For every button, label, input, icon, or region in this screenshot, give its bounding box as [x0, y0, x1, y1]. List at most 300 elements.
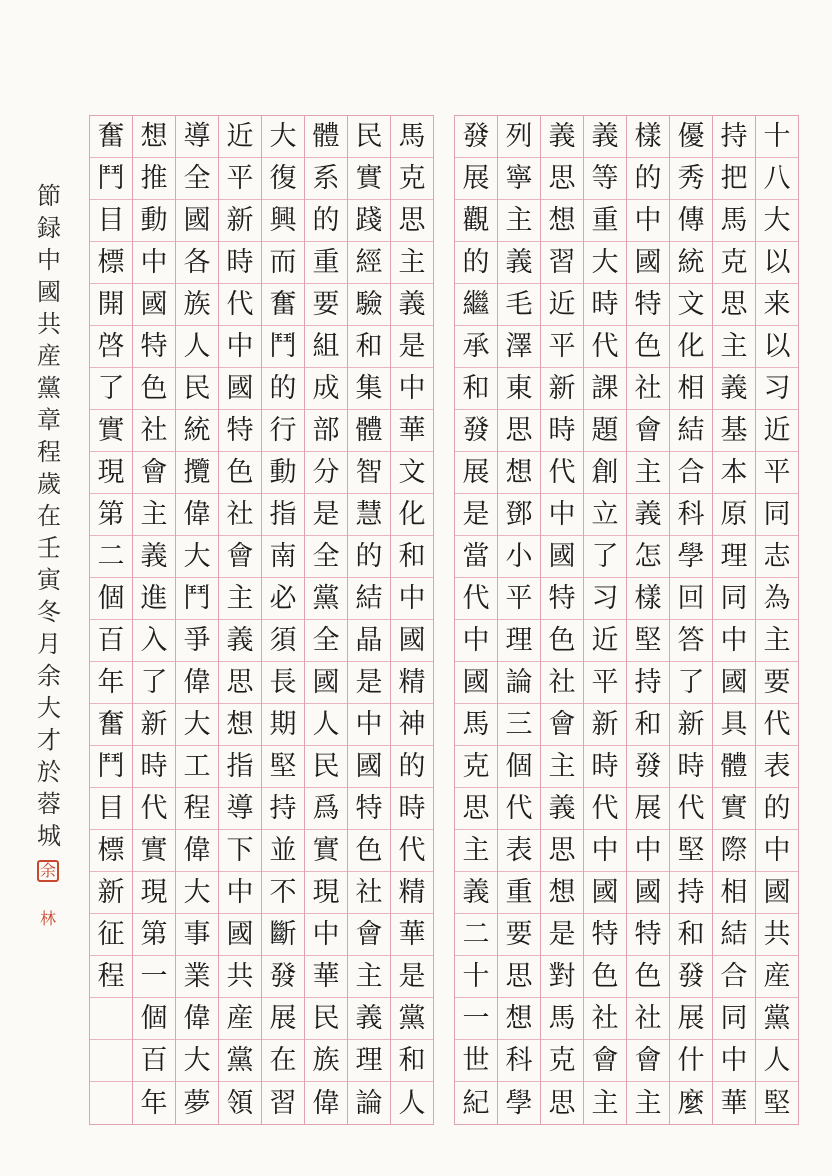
inscription-char: 録 — [37, 214, 61, 242]
character-cell: 實 — [348, 158, 390, 200]
character-cell: 重 — [498, 872, 540, 914]
character-cell: 新 — [541, 368, 583, 410]
character-cell: 平 — [498, 578, 540, 620]
right-column — [669, 116, 712, 1124]
character-cell: 民 — [305, 746, 347, 788]
character-cell: 主 — [756, 620, 798, 662]
character-cell: 人 — [756, 1040, 798, 1082]
left-column — [304, 116, 347, 1124]
character-cell: 特 — [219, 410, 261, 452]
character-cell: 新 — [90, 872, 132, 914]
character-cell: 主 — [219, 578, 261, 620]
inscription-char: 在 — [37, 502, 61, 530]
character-cell: 中 — [713, 1040, 755, 1082]
character-cell: 堅 — [763, 1087, 791, 1119]
character-cell: 共 — [756, 914, 798, 956]
inscription-char: 月 — [37, 630, 61, 658]
character-cell: 個 — [90, 578, 132, 620]
character-cell: 驗 — [348, 284, 390, 326]
inscription-char: 余 — [37, 662, 61, 690]
character-cell: 鬥 — [90, 158, 132, 200]
character-cell: 實 — [305, 830, 347, 872]
character-cell: 百 — [133, 1040, 175, 1082]
character-cell: 一 — [133, 956, 175, 998]
character-cell: 主 — [591, 1087, 619, 1119]
character-cell: 會 — [133, 452, 175, 494]
character-cell: 中 — [133, 242, 175, 284]
character-cell: 中 — [305, 914, 347, 956]
character-cell: 展 — [262, 998, 304, 1040]
character-cell: 下 — [219, 830, 261, 872]
character-cell: 新 — [133, 704, 175, 746]
character-cell: 時 — [584, 746, 626, 788]
inscription-char: 歲 — [37, 470, 61, 498]
character-cell: 晶 — [348, 620, 390, 662]
inscription-char: 寅 — [37, 566, 61, 594]
character-cell: 結 — [713, 914, 755, 956]
right-column — [540, 116, 583, 1124]
character-cell: 國 — [348, 746, 390, 788]
left-column — [132, 116, 175, 1124]
character-cell: 要 — [305, 284, 347, 326]
character-cell: 文 — [670, 284, 712, 326]
character-cell: 中 — [756, 830, 798, 872]
character-cell: 各 — [176, 242, 218, 284]
character-cell: 南 — [262, 536, 304, 578]
character-cell: 時 — [670, 746, 712, 788]
character-cell: 不 — [262, 872, 304, 914]
character-cell: 大 — [176, 536, 218, 578]
character-cell: 色 — [133, 368, 175, 410]
character-cell: 毛 — [498, 284, 540, 326]
inscription-char: 才 — [37, 726, 61, 754]
character-cell: 社 — [627, 368, 669, 410]
character-cell: 奮 — [90, 116, 132, 158]
character-cell: 展 — [670, 998, 712, 1040]
character-cell: 啓 — [90, 326, 132, 368]
character-cell: 結 — [670, 410, 712, 452]
character-cell: 基 — [713, 410, 755, 452]
character-cell: 東 — [498, 368, 540, 410]
character-cell: 族 — [176, 284, 218, 326]
character-cell: 年 — [90, 662, 132, 704]
inscription-char: 中 — [37, 246, 61, 274]
character-cell: 個 — [133, 998, 175, 1040]
character-cell: 爭 — [176, 620, 218, 662]
character-cell: 程 — [176, 788, 218, 830]
character-cell: 民 — [348, 116, 390, 158]
character-cell: 黨 — [305, 578, 347, 620]
character-cell: 系 — [305, 158, 347, 200]
character-cell: 科 — [670, 494, 712, 536]
character-cell: 承 — [455, 326, 497, 368]
character-cell: 什 — [670, 1040, 712, 1082]
character-cell: 新 — [670, 704, 712, 746]
character-cell: 麼 — [677, 1087, 705, 1119]
character-cell: 代 — [670, 788, 712, 830]
character-cell: 习 — [756, 368, 798, 410]
character-cell: 特 — [627, 914, 669, 956]
character-cell: 導 — [219, 788, 261, 830]
character-cell: 國 — [627, 242, 669, 284]
character-cell: 表 — [756, 746, 798, 788]
character-cell: 並 — [262, 830, 304, 872]
character-cell: 事 — [176, 914, 218, 956]
character-cell: 動 — [133, 200, 175, 242]
character-cell: 思 — [391, 200, 433, 242]
character-cell: 百 — [90, 620, 132, 662]
character-cell: 思 — [455, 788, 497, 830]
character-cell: 以 — [756, 242, 798, 284]
character-cell: 論 — [355, 1087, 383, 1119]
signature-inscription — [34, 180, 64, 852]
character-cell: 主 — [627, 452, 669, 494]
left-column — [175, 116, 218, 1124]
character-cell: 義 — [219, 620, 261, 662]
character-cell: 實 — [133, 830, 175, 872]
character-cell: 是 — [305, 494, 347, 536]
character-cell: 現 — [305, 872, 347, 914]
character-cell: 人 — [398, 1087, 426, 1119]
character-cell: 怎 — [627, 536, 669, 578]
character-cell: 平 — [219, 158, 261, 200]
character-cell: 時 — [584, 284, 626, 326]
character-cell: 黨 — [391, 998, 433, 1040]
character-cell: 發 — [670, 956, 712, 998]
character-cell: 中 — [627, 200, 669, 242]
character-cell: 是 — [541, 914, 583, 956]
character-cell: 鬥 — [176, 578, 218, 620]
character-cell: 是 — [455, 494, 497, 536]
character-cell: 發 — [262, 956, 304, 998]
character-cell: 重 — [305, 242, 347, 284]
character-cell: 中 — [584, 830, 626, 872]
left-column — [218, 116, 261, 1124]
inscription-char: 共 — [37, 310, 61, 338]
character-cell: 是 — [391, 326, 433, 368]
character-cell: 想 — [498, 452, 540, 494]
character-cell: 發 — [455, 410, 497, 452]
character-cell: 的 — [627, 158, 669, 200]
character-cell: 動 — [262, 452, 304, 494]
character-cell: 鬥 — [262, 326, 304, 368]
character-cell: 一 — [455, 998, 497, 1040]
character-cell: 行 — [262, 410, 304, 452]
character-cell: 思 — [498, 410, 540, 452]
character-cell: 現 — [133, 872, 175, 914]
character-cell: 導 — [176, 116, 218, 158]
character-cell: 代 — [133, 788, 175, 830]
character-cell: 體 — [305, 116, 347, 158]
character-cell: 大 — [262, 116, 304, 158]
character-cell: 會 — [219, 536, 261, 578]
character-cell: 化 — [670, 326, 712, 368]
character-cell: 寧 — [498, 158, 540, 200]
character-cell: 産 — [756, 956, 798, 998]
character-cell: 結 — [348, 578, 390, 620]
character-cell: 答 — [670, 620, 712, 662]
character-cell: 進 — [133, 578, 175, 620]
character-cell: 同 — [713, 998, 755, 1040]
character-cell: 中 — [219, 872, 261, 914]
character-cell: 慧 — [348, 494, 390, 536]
character-cell: 全 — [305, 536, 347, 578]
character-cell: 國 — [455, 662, 497, 704]
character-cell: 了 — [584, 536, 626, 578]
character-cell: 會 — [584, 1040, 626, 1082]
character-cell: 發 — [455, 116, 497, 158]
character-cell: 代 — [584, 788, 626, 830]
character-cell: 義 — [627, 494, 669, 536]
character-cell: 民 — [305, 998, 347, 1040]
character-cell: 成 — [305, 368, 347, 410]
character-cell: 觀 — [455, 200, 497, 242]
character-cell: 第 — [90, 494, 132, 536]
character-cell: 了 — [670, 662, 712, 704]
character-cell: 十 — [455, 956, 497, 998]
character-cell: 和 — [670, 914, 712, 956]
character-cell: 奮 — [262, 284, 304, 326]
character-cell: 主 — [713, 326, 755, 368]
character-cell: 國 — [176, 200, 218, 242]
character-cell: 踐 — [348, 200, 390, 242]
character-cell: 期 — [262, 704, 304, 746]
character-cell: 偉 — [176, 830, 218, 872]
character-cell: 把 — [713, 158, 755, 200]
character-cell: 的 — [262, 368, 304, 410]
character-cell: 文 — [391, 452, 433, 494]
character-cell: 堅 — [627, 620, 669, 662]
character-cell: 原 — [713, 494, 755, 536]
character-cell: 國 — [219, 914, 261, 956]
character-cell: 主 — [391, 242, 433, 284]
character-cell: 第 — [133, 914, 175, 956]
character-cell: 的 — [391, 746, 433, 788]
character-cell: 主 — [348, 956, 390, 998]
character-cell: 馬 — [391, 116, 433, 158]
inscription-char: 程 — [37, 438, 61, 466]
character-cell: 思 — [219, 662, 261, 704]
character-cell: 持 — [627, 662, 669, 704]
character-cell: 以 — [756, 326, 798, 368]
character-cell: 個 — [498, 746, 540, 788]
character-cell: 學 — [505, 1087, 533, 1119]
character-cell: 回 — [670, 578, 712, 620]
character-cell: 想 — [498, 998, 540, 1040]
character-cell: 課 — [584, 368, 626, 410]
character-cell: 組 — [305, 326, 347, 368]
character-cell: 克 — [455, 746, 497, 788]
character-cell: 等 — [584, 158, 626, 200]
character-cell: 體 — [348, 410, 390, 452]
character-cell: 爲 — [305, 788, 347, 830]
character-cell: 優 — [670, 116, 712, 158]
character-cell: 實 — [713, 788, 755, 830]
character-cell: 標 — [90, 242, 132, 284]
character-cell: 和 — [391, 1040, 433, 1082]
character-cell: 大 — [176, 704, 218, 746]
character-cell: 統 — [176, 410, 218, 452]
right-column — [454, 116, 497, 1124]
character-cell: 入 — [133, 620, 175, 662]
character-cell: 神 — [391, 704, 433, 746]
character-cell: 對 — [541, 956, 583, 998]
character-cell: 樣 — [627, 578, 669, 620]
character-cell: 思 — [713, 284, 755, 326]
character-cell: 經 — [348, 242, 390, 284]
character-cell: 社 — [348, 872, 390, 914]
character-cell: 代 — [455, 578, 497, 620]
character-cell: 義 — [133, 536, 175, 578]
character-cell: 實 — [90, 410, 132, 452]
character-cell — [90, 1040, 132, 1082]
character-cell: 克 — [391, 158, 433, 200]
character-cell: 義 — [498, 242, 540, 284]
character-cell: 必 — [262, 578, 304, 620]
character-cell: 主 — [541, 746, 583, 788]
character-cell — [90, 1082, 132, 1124]
right-column — [712, 116, 755, 1124]
character-cell: 想 — [219, 704, 261, 746]
character-cell: 持 — [262, 788, 304, 830]
character-cell — [90, 998, 132, 1040]
character-cell: 偉 — [176, 998, 218, 1040]
character-cell: 十 — [756, 116, 798, 158]
character-cell: 義 — [348, 998, 390, 1040]
character-cell: 斷 — [262, 914, 304, 956]
character-cell: 主 — [133, 494, 175, 536]
character-cell: 想 — [133, 116, 175, 158]
character-cell: 平 — [584, 662, 626, 704]
character-cell: 共 — [219, 956, 261, 998]
character-cell: 特 — [133, 326, 175, 368]
character-cell: 的 — [348, 536, 390, 578]
character-cell: 相 — [670, 368, 712, 410]
character-cell: 展 — [455, 158, 497, 200]
left-column — [390, 116, 434, 1124]
character-cell: 色 — [627, 956, 669, 998]
character-cell: 論 — [498, 662, 540, 704]
character-cell: 族 — [305, 1040, 347, 1082]
character-cell: 和 — [627, 704, 669, 746]
character-cell: 重 — [584, 200, 626, 242]
character-cell: 須 — [262, 620, 304, 662]
character-cell: 持 — [670, 872, 712, 914]
character-cell: 立 — [584, 494, 626, 536]
character-cell: 展 — [455, 452, 497, 494]
right-column — [755, 116, 799, 1124]
left-column — [89, 116, 132, 1124]
character-cell: 繼 — [455, 284, 497, 326]
character-cell: 了 — [90, 368, 132, 410]
character-cell: 義 — [541, 788, 583, 830]
character-cell: 相 — [713, 872, 755, 914]
character-cell: 平 — [541, 326, 583, 368]
character-cell: 近 — [219, 116, 261, 158]
character-cell: 了 — [133, 662, 175, 704]
character-cell: 分 — [305, 452, 347, 494]
character-cell: 華 — [391, 410, 433, 452]
character-cell: 小 — [498, 536, 540, 578]
character-cell: 長 — [262, 662, 304, 704]
character-cell: 夢 — [183, 1087, 211, 1119]
character-cell: 思 — [498, 956, 540, 998]
character-cell: 展 — [627, 788, 669, 830]
character-cell: 全 — [305, 620, 347, 662]
inscription-char: 城 — [37, 822, 61, 850]
character-cell: 民 — [176, 368, 218, 410]
character-cell: 代 — [498, 788, 540, 830]
inscription-char: 蓉 — [37, 790, 61, 818]
character-cell: 的 — [305, 200, 347, 242]
character-cell: 奮 — [90, 704, 132, 746]
character-cell: 時 — [219, 242, 261, 284]
character-cell: 八 — [756, 158, 798, 200]
character-cell: 題 — [584, 410, 626, 452]
character-cell: 是 — [348, 662, 390, 704]
character-cell: 世 — [455, 1040, 497, 1082]
character-cell: 華 — [305, 956, 347, 998]
character-cell: 新 — [219, 200, 261, 242]
character-cell: 在 — [262, 1040, 304, 1082]
character-cell: 思 — [548, 1087, 576, 1119]
character-cell: 開 — [90, 284, 132, 326]
inscription-char: 節 — [37, 182, 61, 210]
character-cell: 鄧 — [498, 494, 540, 536]
character-cell: 色 — [627, 326, 669, 368]
left-column — [261, 116, 304, 1124]
character-cell: 國 — [133, 284, 175, 326]
character-cell: 國 — [391, 620, 433, 662]
character-cell: 馬 — [455, 704, 497, 746]
character-cell: 樣 — [627, 116, 669, 158]
character-cell: 國 — [305, 662, 347, 704]
character-cell: 代 — [219, 284, 261, 326]
character-cell: 要 — [756, 662, 798, 704]
character-cell: 中 — [455, 620, 497, 662]
character-cell: 際 — [713, 830, 755, 872]
character-cell: 特 — [541, 578, 583, 620]
character-cell: 産 — [219, 998, 261, 1040]
character-cell: 義 — [541, 116, 583, 158]
character-cell: 國 — [584, 872, 626, 914]
character-cell: 和 — [391, 536, 433, 578]
character-cell: 大 — [756, 200, 798, 242]
character-cell: 習 — [541, 242, 583, 284]
character-cell: 中 — [219, 326, 261, 368]
character-cell: 新 — [584, 704, 626, 746]
character-cell: 社 — [584, 998, 626, 1040]
character-cell: 全 — [176, 158, 218, 200]
character-cell: 人 — [176, 326, 218, 368]
character-cell: 智 — [348, 452, 390, 494]
character-cell: 中 — [391, 368, 433, 410]
character-cell: 色 — [541, 620, 583, 662]
character-cell: 社 — [133, 410, 175, 452]
character-cell: 推 — [133, 158, 175, 200]
character-cell: 志 — [756, 536, 798, 578]
character-cell: 中 — [627, 830, 669, 872]
character-cell: 黨 — [756, 998, 798, 1040]
character-cell: 色 — [348, 830, 390, 872]
character-cell: 興 — [262, 200, 304, 242]
character-cell: 指 — [262, 494, 304, 536]
character-cell: 二 — [90, 536, 132, 578]
character-cell: 紀 — [462, 1087, 490, 1119]
inscription-char: 黨 — [37, 374, 61, 402]
character-cell: 习 — [584, 578, 626, 620]
character-cell: 合 — [670, 452, 712, 494]
